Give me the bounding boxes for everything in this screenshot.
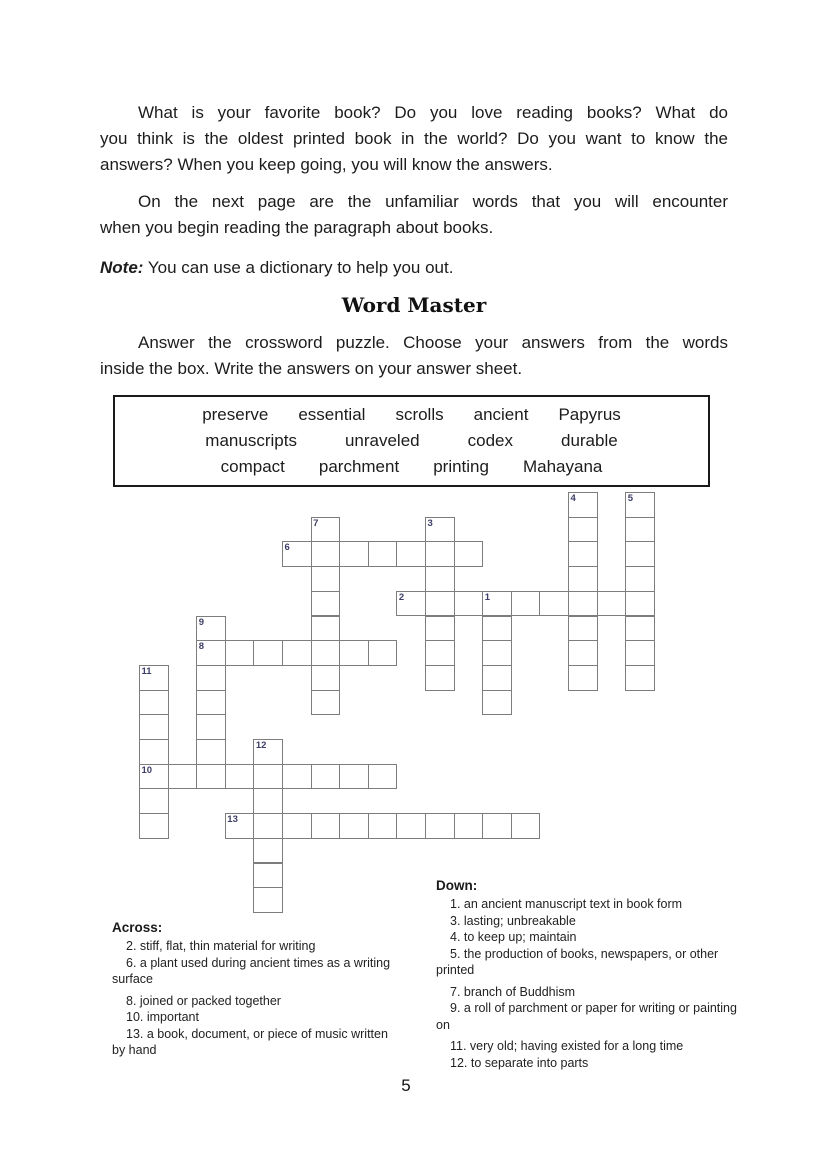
crossword-cell (339, 764, 369, 790)
crossword-cell (311, 541, 341, 567)
word-bank-box (113, 395, 710, 487)
crossword-cell-number: 11 (141, 665, 152, 677)
word-bank-word: unraveled (344, 431, 420, 450)
crossword-cell (196, 665, 226, 691)
word-bank-word: Papyrus (558, 405, 621, 424)
crossword-cell (196, 690, 226, 716)
crossword-cell (425, 813, 455, 839)
crossword-cell (482, 813, 512, 839)
crossword-cell (425, 616, 455, 642)
crossword-cell (253, 739, 283, 765)
crossword-cell (568, 665, 598, 691)
crossword-cell (253, 788, 283, 814)
word-bank-word: durable (560, 431, 618, 450)
crossword-cell (625, 616, 655, 642)
crossword-cell (625, 665, 655, 691)
crossword-cell-number: 6 (284, 542, 290, 554)
crossword-cell (425, 665, 455, 691)
crossword-cell (196, 616, 226, 642)
clue-item: 6. a plant used during ancient times as a writing surface (112, 955, 391, 986)
crossword-cell (139, 739, 169, 765)
crossword-cell-number: 4 (570, 493, 576, 504)
crossword-cell (425, 591, 455, 617)
crossword-cell (511, 591, 541, 617)
crossword-cell-number: 3 (427, 517, 433, 529)
text-line: inside the box. Write the answers on your answer sheet. (100, 359, 523, 378)
text-column (100, 100, 728, 487)
across-clues-header: Across: (112, 920, 163, 935)
crossword-cell (311, 665, 341, 691)
crossword-cell (282, 640, 312, 666)
crossword-cell (625, 591, 655, 617)
down-clues-section (436, 877, 740, 1071)
crossword-cell (482, 690, 512, 716)
clue-item: 4. to keep up; maintain (450, 930, 577, 944)
intro-paragraph-2 (100, 189, 728, 241)
crossword-cell (311, 640, 341, 666)
crossword-cell (253, 640, 283, 666)
crossword-cell (225, 764, 255, 790)
word-bank-word: ancient (473, 405, 529, 424)
text-line: What is your favorite book? Do you love reading books? What do (138, 103, 728, 122)
crossword-cell (139, 690, 169, 716)
clue-item: 3. lasting; unbreakable (450, 913, 576, 928)
crossword-cell (311, 591, 341, 617)
crossword-cell (282, 764, 312, 790)
word-bank-word: Mahayana (522, 457, 603, 476)
crossword-cell (568, 640, 598, 666)
clue-item: 11. very old; having existed for a long time (450, 1039, 684, 1053)
instructions-paragraph (100, 330, 728, 382)
crossword-cell (454, 813, 484, 839)
crossword-cell (225, 640, 255, 666)
crossword-cell (311, 616, 341, 642)
crossword-cell (196, 764, 226, 790)
crossword-cell-number: 7 (313, 517, 319, 529)
crossword-cell (196, 714, 226, 740)
page-title: Word Master (341, 293, 487, 317)
page-number: 5 (401, 1076, 411, 1095)
clue-item: 7. branch of Buddhism (450, 984, 576, 999)
crossword-cell-number: 8 (198, 641, 204, 653)
crossword-cell (139, 813, 169, 839)
clue-item: 13. a book, document, or piece of music written by hand (112, 1026, 388, 1057)
crossword-cell (253, 863, 283, 889)
crossword-cell (139, 665, 169, 691)
crossword-cell (539, 591, 569, 617)
crossword-cell (625, 517, 655, 543)
crossword-cell (396, 541, 426, 567)
crossword-cell (253, 838, 283, 864)
crossword-cell (482, 665, 512, 691)
crossword-cell (368, 813, 398, 839)
text-line: answers? When you keep going, you will know the answers. (100, 155, 553, 174)
crossword-cell (482, 591, 512, 617)
word-bank-word: compact (220, 457, 285, 476)
crossword-cell-number: 5 (627, 493, 633, 504)
crossword-cell (425, 566, 455, 592)
clue-item: 5. the production of books, newspapers, or other printed (436, 946, 719, 977)
clue-item: 8. joined or packed together (126, 993, 281, 1008)
crossword-cell (282, 541, 312, 567)
word-bank-word: manuscripts (205, 431, 297, 450)
crossword-cell (482, 616, 512, 642)
crossword-cell-number: 10 (141, 764, 153, 776)
crossword-cell-number: 12 (255, 740, 267, 751)
down-clues (436, 896, 740, 1071)
word-bank-word: scrolls (395, 405, 444, 424)
text-line: you think is the oldest printed book in the world? Do you want to know the (100, 129, 728, 148)
crossword-cell (396, 591, 426, 617)
clue-item: 12. to separate into parts (450, 1055, 589, 1070)
crossword-cell (568, 591, 598, 617)
crossword-cell (339, 813, 369, 839)
crossword-cell (139, 714, 169, 740)
crossword-cell (368, 640, 398, 666)
crossword-cell (253, 813, 283, 839)
word-bank-row (133, 402, 690, 428)
clue-item: 9. a roll of parchment or paper for writing or painting on (436, 1001, 737, 1032)
crossword-cell (253, 887, 283, 913)
crossword-cell (425, 517, 455, 543)
text-line: On the next page are the unfamiliar words that you will encounter (138, 192, 728, 211)
crossword-grid (139, 492, 655, 913)
down-clues-header: Down: (436, 878, 478, 893)
crossword-cell (568, 541, 598, 567)
crossword-cell (311, 764, 341, 790)
word-bank-word: printing (433, 457, 489, 476)
word-bank-word: codex (467, 431, 513, 450)
crossword-cell-number: 2 (398, 591, 405, 603)
crossword-cell (568, 492, 598, 518)
crossword-cell (368, 541, 398, 567)
crossword-cell (253, 764, 283, 790)
crossword-cell-number: 9 (198, 616, 204, 628)
crossword-cell (311, 566, 341, 592)
note-line (100, 255, 728, 281)
crossword-cell (396, 813, 426, 839)
crossword-cell (482, 640, 512, 666)
crossword-cell (625, 566, 655, 592)
clue-item: 2. stiff, flat, thin material for writing (126, 939, 316, 953)
crossword-cell (454, 591, 484, 617)
crossword-cell (339, 541, 369, 567)
crossword-cell (139, 788, 169, 814)
across-clues (112, 938, 404, 1059)
word-bank-row (133, 454, 690, 480)
note-text: You can use a dictionary to help you out. (143, 258, 454, 277)
crossword-cell-number: 1 (484, 591, 490, 603)
crossword-cell (625, 541, 655, 567)
crossword-cell (139, 764, 169, 790)
crossword-cell (454, 541, 484, 567)
word-bank-word: parchment (318, 457, 400, 476)
crossword-cell (568, 616, 598, 642)
crossword-cell (225, 813, 255, 839)
word-bank-row (133, 428, 690, 454)
crossword-cell (625, 640, 655, 666)
crossword-cell (511, 813, 541, 839)
text-line: when you begin reading the paragraph about books. (100, 218, 494, 237)
word-bank-word: essential (298, 405, 366, 424)
crossword-cell (311, 690, 341, 716)
crossword-cell (196, 739, 226, 765)
crossword-cell (339, 640, 369, 666)
across-clues-section (112, 919, 404, 1059)
crossword-cell (282, 813, 312, 839)
crossword-cell (368, 764, 398, 790)
crossword-cell (311, 517, 341, 543)
text-line: Answer the crossword puzzle. Choose your answers from the words (138, 333, 728, 352)
crossword-cell (625, 492, 655, 518)
intro-paragraph-1 (100, 100, 728, 178)
crossword-cell (568, 566, 598, 592)
crossword-cell (597, 591, 627, 617)
crossword-cell (311, 813, 341, 839)
crossword-cell (196, 640, 226, 666)
word-bank-word: preserve (202, 405, 269, 424)
note-label: Note: (100, 258, 144, 277)
crossword-cell (425, 541, 455, 567)
crossword-cell (168, 764, 198, 790)
crossword-cell-number: 13 (227, 814, 238, 826)
clue-item: 10. important (126, 1010, 199, 1024)
clue-item: 1. an ancient manuscript text in book form (450, 897, 683, 911)
crossword-cell (568, 517, 598, 543)
crossword-cell (425, 640, 455, 666)
